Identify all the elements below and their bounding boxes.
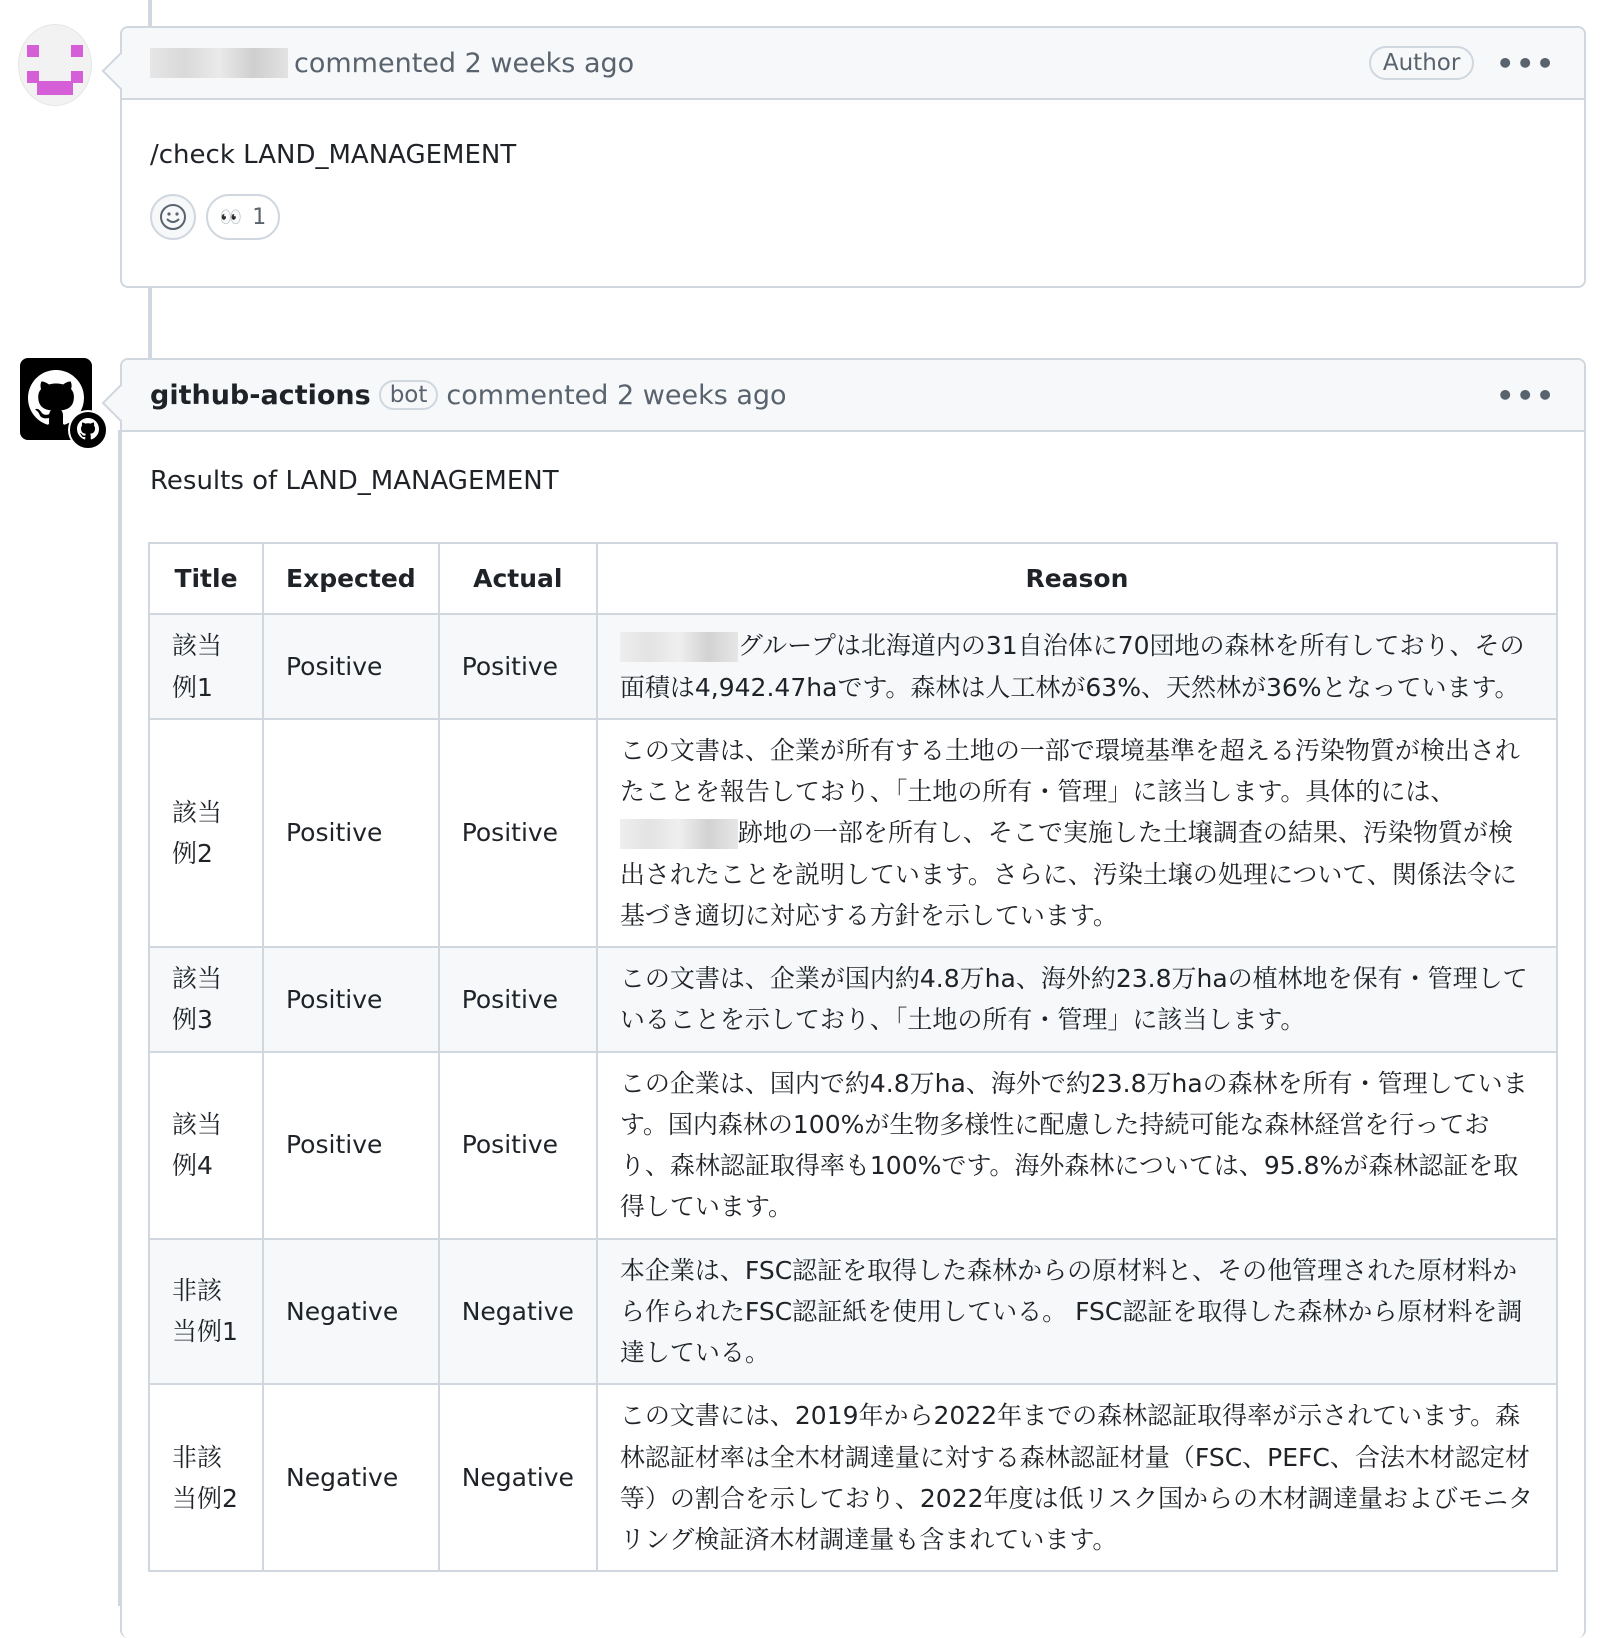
cell-actual: Positive xyxy=(439,947,597,1052)
table-header-row xyxy=(149,543,1557,614)
reason-text: グループは北海道内の31自治体に70団地の森林を所有しており、その面積は4,942.47haです。森林は人工林が63%、天然林が36%となっています。 xyxy=(619,631,1525,702)
cell-actual: Positive xyxy=(439,614,597,719)
reason-text: この文書は、企業が所有する土地の一部で環境基準を超える汚染物質が検出されたことを報告しており、「土地の所有・管理」に該当します。具体的には、 xyxy=(619,735,1520,806)
bot-avatar[interactable] xyxy=(20,358,92,440)
reason-text: 跡地の一部を所有し、そこで実施した土壌調査の結果、汚染物質が検出されたことを説明しています。さらに、汚染土壌の処理について、関係法令に基づき適切に対応する方針を示しています。 xyxy=(619,818,1517,930)
eyes-reaction-button[interactable] xyxy=(206,194,280,240)
cell-expected: Positive xyxy=(263,719,439,947)
cell-actual: Negative xyxy=(439,1384,597,1571)
reaction-count: 1 xyxy=(252,204,267,230)
column-header-reason: Reason xyxy=(597,543,1557,614)
redacted-text xyxy=(620,819,738,849)
comment-menu-button[interactable]: ••• xyxy=(1496,46,1556,80)
cell-expected: Negative xyxy=(263,1384,439,1571)
cell-reason: この文書は、企業が国内約4.8万ha、海外約23.8万haの植林地を保有・管理していることを示しており、「土地の所有・管理」に該当します。 xyxy=(597,947,1557,1052)
results-table xyxy=(148,542,1558,1572)
cell-title: 該当例2 xyxy=(149,719,263,947)
author-badge: Author xyxy=(1369,46,1474,80)
cell-title: 該当例1 xyxy=(149,614,263,719)
comment-header xyxy=(122,28,1584,100)
author-login[interactable]: github-actions xyxy=(150,379,371,411)
cell-actual: Positive xyxy=(439,1052,597,1239)
comment-header xyxy=(122,360,1584,432)
redacted-text xyxy=(620,632,738,662)
comment-meta[interactable]: commented 2 weeks ago xyxy=(294,47,635,79)
user-avatar[interactable] xyxy=(18,24,92,106)
table-row xyxy=(149,947,1557,1052)
table-row xyxy=(149,1239,1557,1385)
cell-title: 非該当例1 xyxy=(149,1239,263,1385)
cell-title: 該当例4 xyxy=(149,1052,263,1239)
comment-box xyxy=(120,26,1586,288)
table-row xyxy=(149,1052,1557,1239)
reactions-bar xyxy=(122,170,1584,272)
column-header-title: Title xyxy=(149,543,263,614)
cell-reason xyxy=(597,719,1557,947)
cell-actual: Positive xyxy=(439,719,597,947)
column-header-expected: Expected xyxy=(263,543,439,614)
smiley-icon xyxy=(159,203,187,231)
eyes-icon: 👀 xyxy=(219,206,243,228)
cell-expected: Positive xyxy=(263,947,439,1052)
column-header-actual: Actual xyxy=(439,543,597,614)
table-row xyxy=(149,614,1557,719)
cell-title: 該当例3 xyxy=(149,947,263,1052)
table-row xyxy=(149,719,1557,947)
github-actions-badge-icon xyxy=(68,410,108,450)
comment-meta[interactable]: commented 2 weeks ago xyxy=(446,379,787,411)
add-reaction-button[interactable] xyxy=(150,194,196,240)
table-row xyxy=(149,1384,1557,1571)
comment-body: /check LAND_MANAGEMENT xyxy=(150,140,517,170)
bot-badge: bot xyxy=(379,380,439,410)
results-intro: Results of LAND_MANAGEMENT xyxy=(150,466,559,496)
cell-title: 非該当例2 xyxy=(149,1384,263,1571)
cell-expected: Positive xyxy=(263,1052,439,1239)
cell-reason xyxy=(597,614,1557,719)
cell-reason: この企業は、国内で約4.8万ha、海外で約23.8万haの森林を所有・管理しています。国内森林の100%が生物多様性に配慮した持続可能な森林経営を行っており、森林認証取得率も100%です。海外森林については、95.8%が森林認証を取得しています。 xyxy=(597,1052,1557,1239)
cell-reason: この文書には、2019年から2022年までの森林認証取得率が示されています。森林認証材率は全木材調達量に対する森林認証材量（FSC、PEFC、合法木材認定材等）の割合を示しており、2022年度は低リスク国からの木材調達量およびモニタリング検証済木材調達量も含まれています。 xyxy=(597,1384,1557,1571)
cell-actual: Negative xyxy=(439,1239,597,1385)
redacted-username xyxy=(150,48,288,78)
cell-expected: Positive xyxy=(263,614,439,719)
cell-reason: 本企業は、FSC認証を取得した森林からの原材料と、その他管理された原材料から作られたFSC認証紙を使用している。 FSC認証を取得した森林から原材料を調達している。 xyxy=(597,1239,1557,1385)
cell-expected: Negative xyxy=(263,1239,439,1385)
comment-menu-button[interactable]: ••• xyxy=(1496,378,1556,412)
